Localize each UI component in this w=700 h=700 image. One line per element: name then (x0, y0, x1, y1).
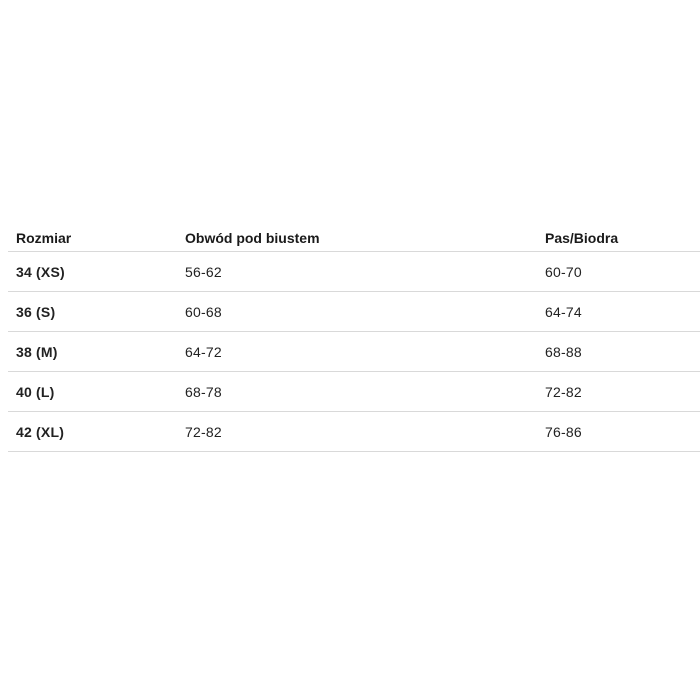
waist-hips-cell: 68-88 (545, 344, 582, 360)
size-cell: 40 (L) (16, 384, 55, 400)
waist-hips-cell: 76-86 (545, 424, 582, 440)
waist-hips-cell: 64-74 (545, 304, 582, 320)
waist-hips-cell: 60-70 (545, 264, 582, 280)
size-cell: 34 (XS) (16, 264, 65, 280)
header-size: Rozmiar (16, 230, 72, 246)
waist-hips-cell: 72-82 (545, 384, 582, 400)
header-waist-hips: Pas/Biodra (545, 230, 619, 246)
table-header-row (8, 218, 700, 252)
underbust-cell: 64-72 (185, 344, 222, 360)
underbust-cell: 56-62 (185, 264, 222, 280)
table-row (8, 332, 700, 372)
table-row (8, 292, 700, 332)
table-row (8, 372, 700, 412)
table-row (8, 412, 700, 452)
table-row (8, 252, 700, 292)
size-cell: 36 (S) (16, 304, 56, 320)
underbust-cell: 68-78 (185, 384, 222, 400)
size-chart-table (8, 218, 700, 452)
header-underbust: Obwód pod biustem (185, 230, 320, 246)
underbust-cell: 72-82 (185, 424, 222, 440)
underbust-cell: 60-68 (185, 304, 222, 320)
size-cell: 42 (XL) (16, 424, 65, 440)
size-cell: 38 (M) (16, 344, 58, 360)
